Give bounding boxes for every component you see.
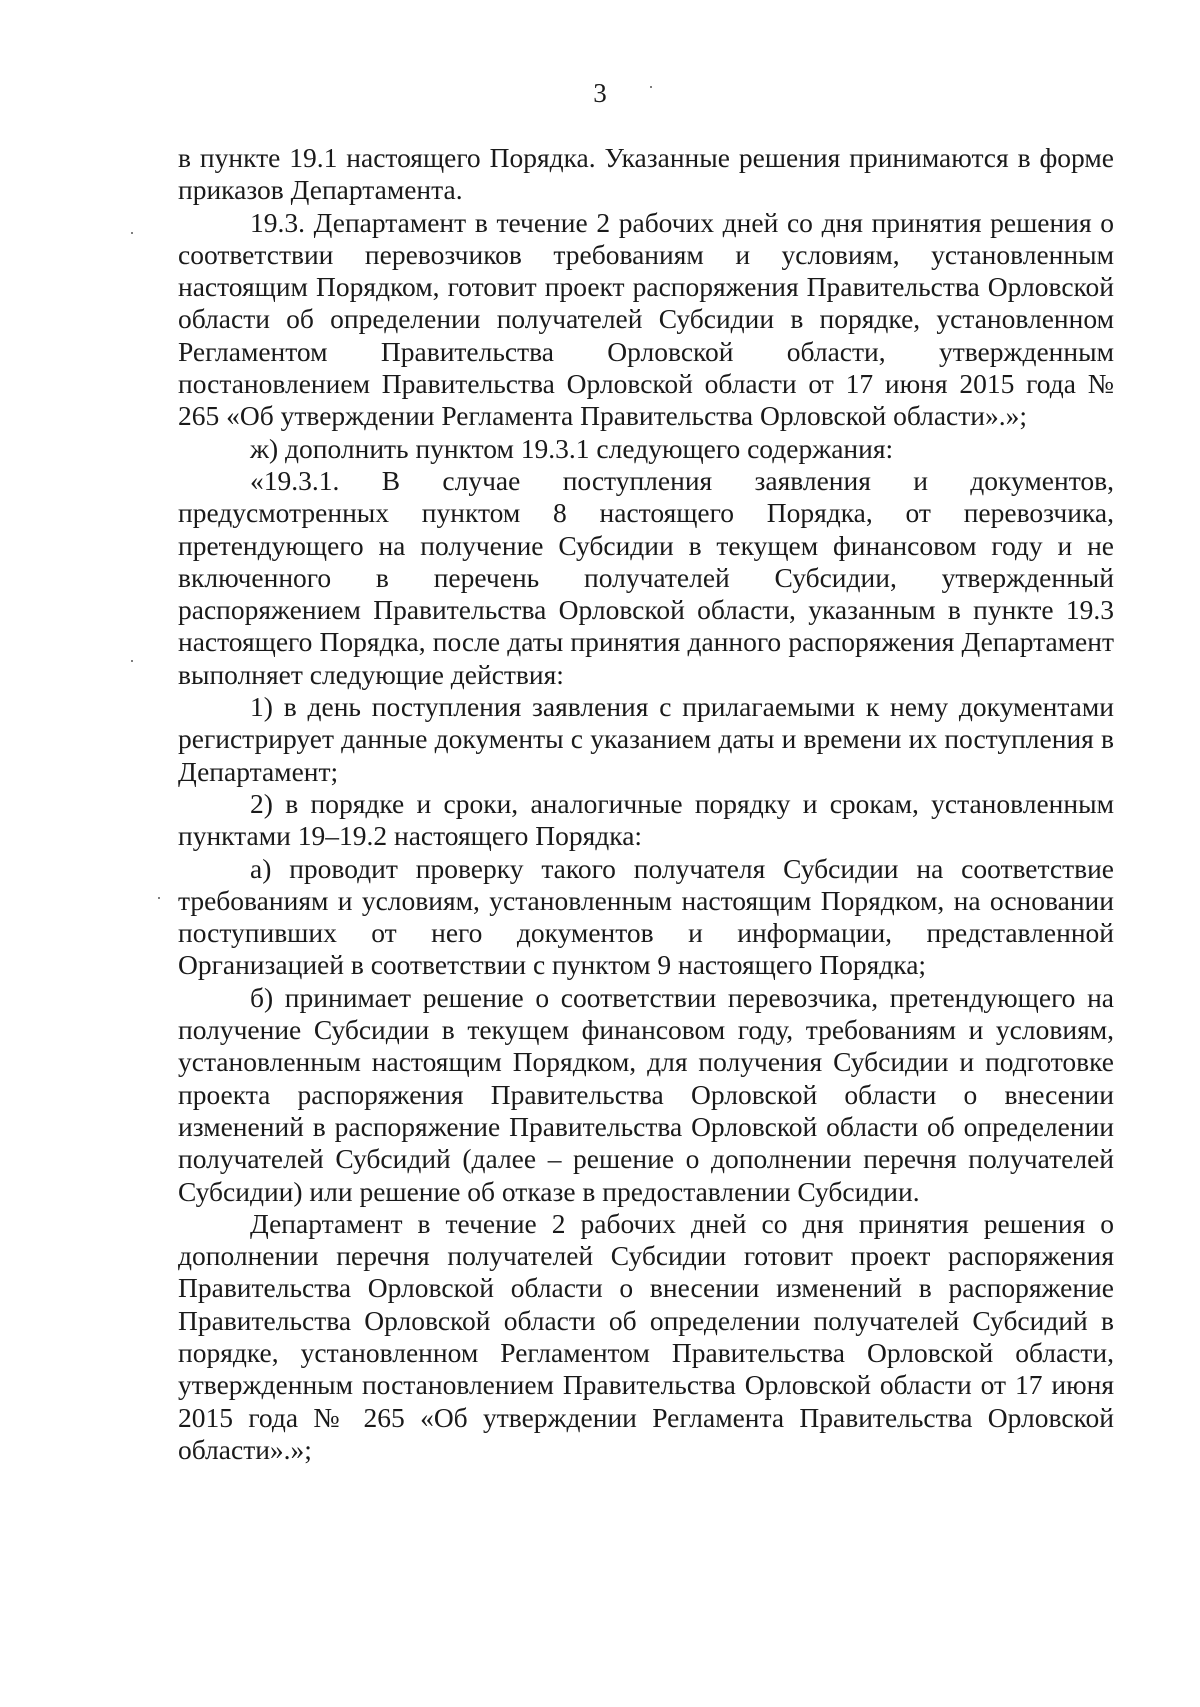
scan-speck bbox=[131, 232, 133, 234]
paragraph-subitem-a: а) проводит проверку такого получателя Субсидии на соответствие требованиям и условиям, установленным настоящим Порядком, на основании поступивших от него документов и информации, представленной Организацией в соответствии с пунктом 9 настоящего Порядка; bbox=[178, 852, 1114, 981]
paragraph-item-1: 1) в день поступления заявления с прилагаемыми к нему документами регистрирует данные документы с указанием даты и времени их поступления в Департамент; bbox=[178, 691, 1114, 787]
paragraph-subitem-b: б) принимает решение о соответствии перевозчика, претендующего на получение Субсидии в текущем финансовом году, требованиям и условиям, установленным настоящим Порядком, для получения Субсидии и подготовке проекта распоряжения Правительства Орловской области о внесении изменений в распоряжение Правительства Орловской области об определении получателей Субсидий (далее – решение о дополнении перечня получателей Субсидии) или решение об отказе в предоставлении Субсидии. bbox=[178, 981, 1114, 1207]
page-number: 3 bbox=[593, 78, 607, 108]
document-body bbox=[178, 142, 1114, 1466]
paragraph-amendment-zh: ж) дополнить пунктом 19.3.1 следующего содержания: bbox=[250, 432, 894, 464]
paragraph-clause-19-3: 19.3. Департамент в течение 2 рабочих дней со дня принятия решения о соответствии перевозчиков требованиям и условиям, установленным настоящим Порядком, готовит проект распоряжения Правительства Орловской области об определении получателей Субсидии в порядке, установленном Регламентом Правительства Орловской области, утвержденным постановлением Правительства Орловской области от 17 июня 2015 года № 265 «Об утверждении Регламента Правительства Орловской области».»; bbox=[178, 206, 1114, 432]
scan-speck bbox=[158, 897, 160, 899]
paragraph-clause-19-3-1: «19.3.1. В случае поступления заявления и документов, предусмотренных пунктом 8 настоящего Порядка, от перевозчика, претендующего на получение Субсидии в текущем финансовом году и не включенного в перечень получателей Субсидии, утвержденный распоряжением Правительства Орловской области, указанным в пункте 19.3 настоящего Порядка, после даты принятия данного распоряжения Департамент выполняет следующие действия: bbox=[178, 464, 1114, 690]
scan-speck bbox=[650, 86, 652, 88]
scan-speck bbox=[131, 660, 133, 662]
paragraph-item-2: 2) в порядке и сроки, аналогичные порядку и срокам, установленным пунктами 19–19.2 настоящего Порядка: bbox=[178, 787, 1114, 852]
paragraph-continuation: в пункте 19.1 настоящего Порядка. Указанные решения принимаются в форме приказов Департамента. bbox=[178, 142, 1114, 206]
paragraph-department-action: Департамент в течение 2 рабочих дней со дня принятия решения о дополнении перечня получателей Субсидии готовит проект распоряжения Правительства Орловской области о внесении изменений в распоряжение Правительства Орловской области об определении получателей Субсидий в порядке, установленном Регламентом Правительства Орловской области, утвержденным постановлением Правительства Орловской области от 17 июня 2015 года № 265 «Об утверждении Регламента Правительства Орловской области».»; bbox=[178, 1207, 1114, 1465]
